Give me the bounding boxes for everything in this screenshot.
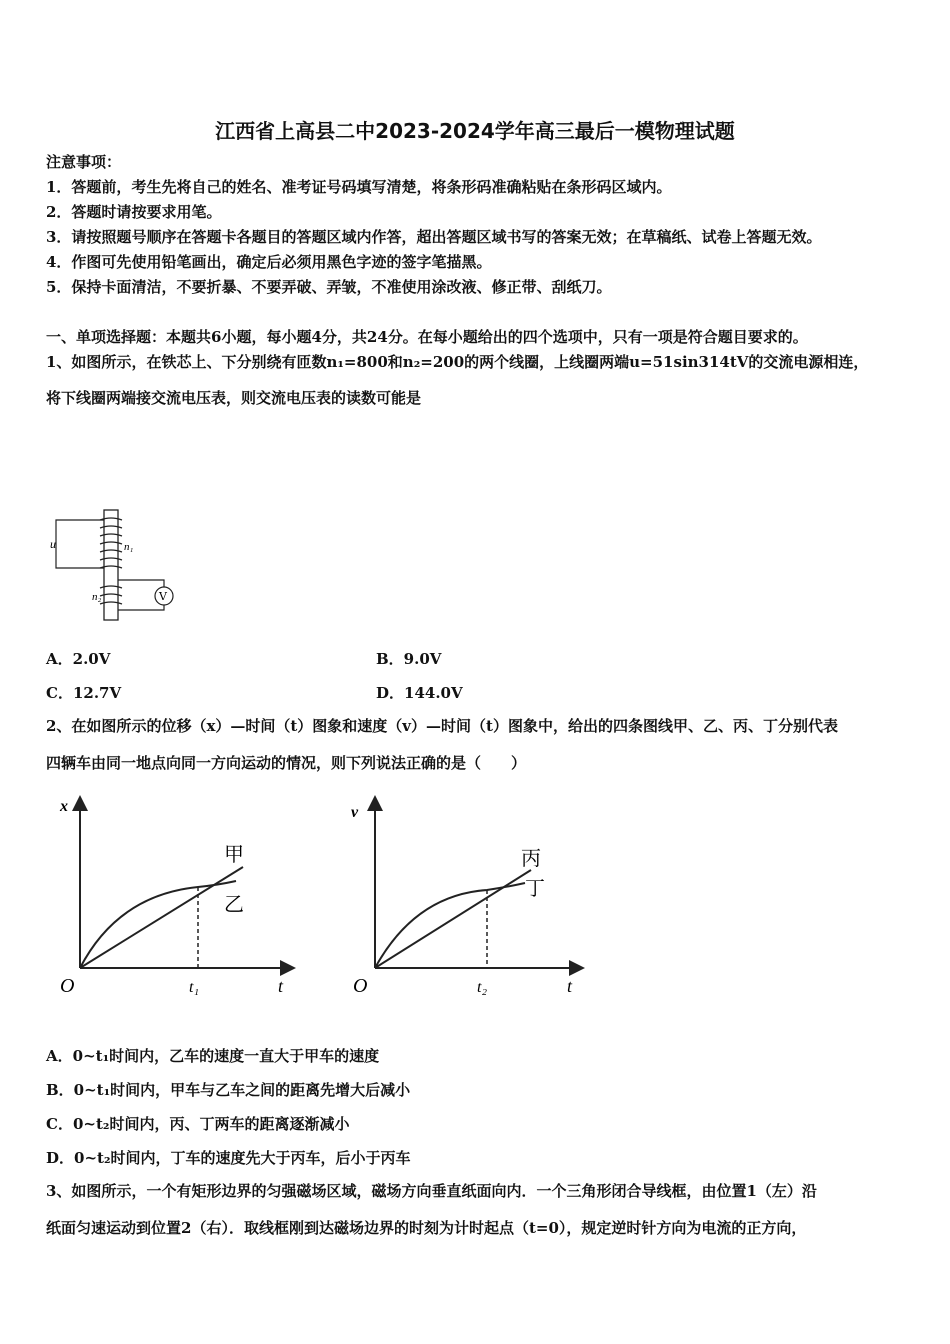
notice-item: 4．作图可先使用铅笔画出，确定后必须用黑色字迹的签字笔描黑。 (46, 253, 492, 271)
t2-label: t₂ (477, 979, 488, 996)
x-t-graph (48, 795, 308, 1005)
q1-stem-line1: 1、如图所示，在铁芯上、下分别绕有匝数n₁=800和n₂=200的两个线圈，上线圈两端u=51sin314tV的交流电源相连， (46, 353, 869, 371)
q2-option-a: A．0~t₁时间内，乙车的速度一直大于甲车的速度 (46, 1047, 380, 1065)
q1-option-a: A．2.0V (46, 650, 111, 668)
curve-yi-label: 乙 (224, 892, 244, 916)
u-label: u (50, 537, 56, 551)
notice-item: 1．答题前，考生先将自己的姓名、准考证号码填写清楚，将条形码准确粘贴在条形码区域内。 (46, 178, 672, 196)
notice-item: 3．请按照题号顺序在答题卡各题目的答题区域内作答，超出答题区域书写的答案无效；在草稿纸、试卷上答题无效。 (46, 228, 822, 246)
q1-option-c: C．12.7V (46, 684, 122, 702)
x-axis-label: t (567, 976, 573, 996)
q2-stem-line1: 2、在如图所示的位移（x）—时间（t）图象和速度（v）—时间（t）图象中，给出的四条图线甲、乙、丙、丁分别代表 (46, 717, 838, 735)
q2-stem-line2: 四辆车由同一地点向同一方向运动的情况，则下列说法正确的是（ ） (46, 754, 527, 772)
notice-item: 2．答题时请按要求用笔。 (46, 203, 222, 221)
curve-bing-label: 丙 (521, 846, 541, 870)
q2-option-d: D．0~t₂时间内，丁车的速度先大于丙车，后小于丙车 (46, 1149, 411, 1167)
v-t-graph (345, 795, 605, 1005)
y-axis-label: x (60, 798, 68, 815)
q2-option-b: B．0~t₁时间内，甲车与乙车之间的距离先增大后减小 (46, 1081, 411, 1099)
y-axis-label: v (351, 804, 359, 821)
n1-label: n₁ (124, 541, 134, 553)
section-heading: 一、单项选择题：本题共6小题，每小题4分，共24分。在每小题给出的四个选项中，只有一项是符合题目要求的。 (46, 328, 808, 346)
x-axis-label: t (278, 976, 284, 996)
q3-stem-line1: 3、如图所示，一个有矩形边界的匀强磁场区域，磁场方向垂直纸面向内．一个三角形闭合导线框，由位置1（左）沿 (46, 1182, 817, 1200)
q1-stem-line2: 将下线圈两端接交流电压表，则交流电压表的读数可能是 (46, 389, 422, 407)
q1-option-d: D．144.0V (376, 684, 463, 702)
t1-label: t₁ (189, 979, 200, 996)
notice-heading: 注意事项： (46, 153, 122, 171)
curve-jia-label: 甲 (224, 842, 244, 866)
notice-item: 5．保持卡面清洁，不要折暴、不要弄破、弄皱，不准使用涂改液、修正带、刮纸刀。 (46, 278, 612, 296)
page-title: 江西省上高县二中2023-2024学年高三最后一模物理试题 (215, 119, 735, 143)
origin-label: O (60, 975, 75, 997)
q1-option-b: B．9.0V (376, 650, 442, 668)
q3-stem-line2: 纸面匀速运动到位置2（右）．取线框刚到达磁场边界的时刻为计时起点（t=0），规定逆时针方向为电流的正方向， (46, 1219, 807, 1237)
transformer-figure (48, 508, 188, 623)
curve-ding-label: 丁 (525, 876, 545, 900)
voltmeter-label: V (159, 590, 167, 603)
q2-option-c: C．0~t₂时间内，丙、丁两车的距离逐渐减小 (46, 1115, 350, 1133)
origin-label: O (353, 975, 368, 997)
n2-label: n₂ (92, 591, 102, 603)
